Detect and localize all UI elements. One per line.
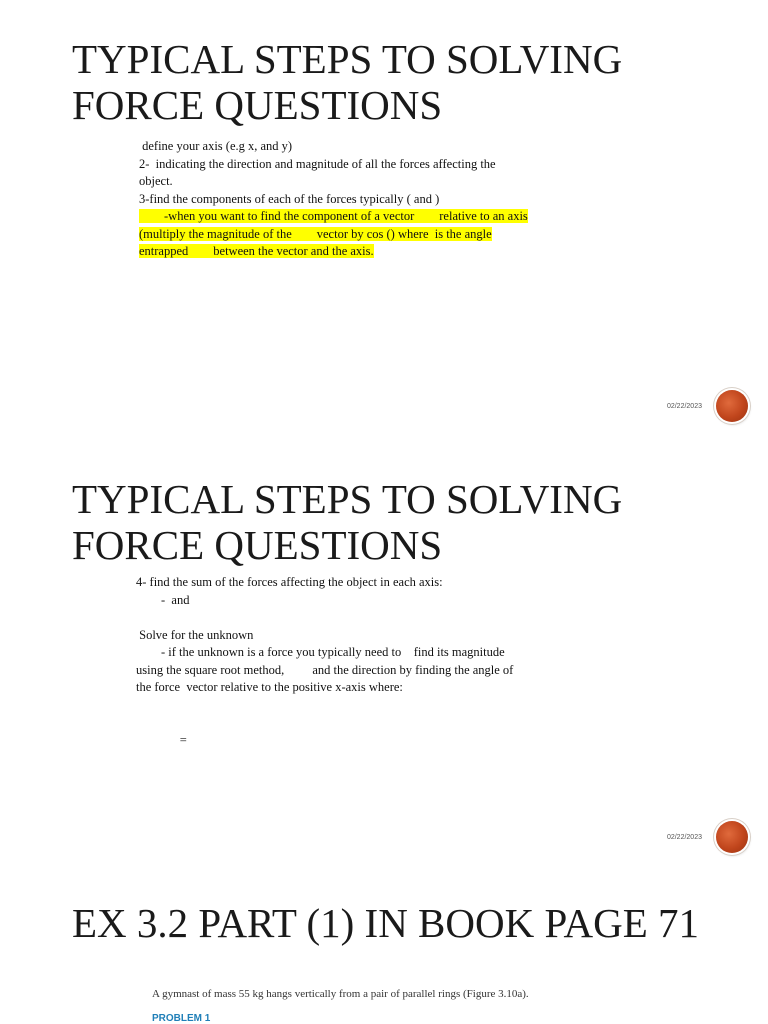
decorative-circle-icon — [716, 390, 748, 422]
body-line-highlighted: entrapped between the vector and the axis. — [139, 244, 374, 258]
body-line: using the square root method, and the direction by finding the angle of — [136, 662, 514, 677]
slide-date: 02/22/2023 — [666, 403, 702, 410]
slide-date: 02/22/2023 — [666, 834, 702, 841]
body-line: - if the unknown is a force you typically need to find its magnitude — [136, 645, 505, 659]
body-line: 2- indicating the direction and magnitude of all the forces affecting the — [139, 156, 496, 171]
slide-title: TYPICAL STEPS TO SOLVING FORCE QUESTIONS — [72, 36, 623, 128]
body-line: 3-find the components of each of the forces typically ( and ) — [139, 191, 440, 206]
book-excerpt: A gymnast of mass 55 kg hangs vertically from a pair of parallel rings (Figure 3.10a). — [152, 988, 529, 1000]
body-line-highlighted: (multiply the magnitude of the vector by cos () where is the angle — [139, 226, 492, 241]
slide-3 — [0, 870, 768, 1024]
body-line: - and — [136, 592, 190, 607]
slide-body — [139, 138, 599, 261]
body-line: = — [136, 732, 187, 747]
problem-label: PROBLEM 1 — [152, 1013, 211, 1024]
body-line — [136, 697, 596, 715]
body-line-highlighted: -when you want to find the component of a vector relative to an axis — [139, 209, 528, 223]
slide-title: EX 3.2 PART (1) IN BOOK PAGE 71 — [72, 900, 700, 946]
slide-body — [136, 574, 596, 749]
body-line: define your axis (e.g x, and y) — [139, 139, 293, 153]
slide-1 — [0, 0, 768, 440]
body-line: object. — [139, 174, 173, 188]
slide-2 — [0, 440, 768, 870]
decorative-circle-icon — [716, 821, 748, 853]
body-line: 4- find the sum of the forces affecting the object in each axis: — [136, 575, 443, 589]
body-line: the force vector relative to the positive x-axis where: — [136, 680, 403, 694]
slide-title: TYPICAL STEPS TO SOLVING FORCE QUESTIONS — [72, 476, 623, 568]
body-line: Solve for the unknown — [136, 627, 254, 642]
body-line — [136, 714, 596, 732]
body-line — [136, 609, 596, 627]
